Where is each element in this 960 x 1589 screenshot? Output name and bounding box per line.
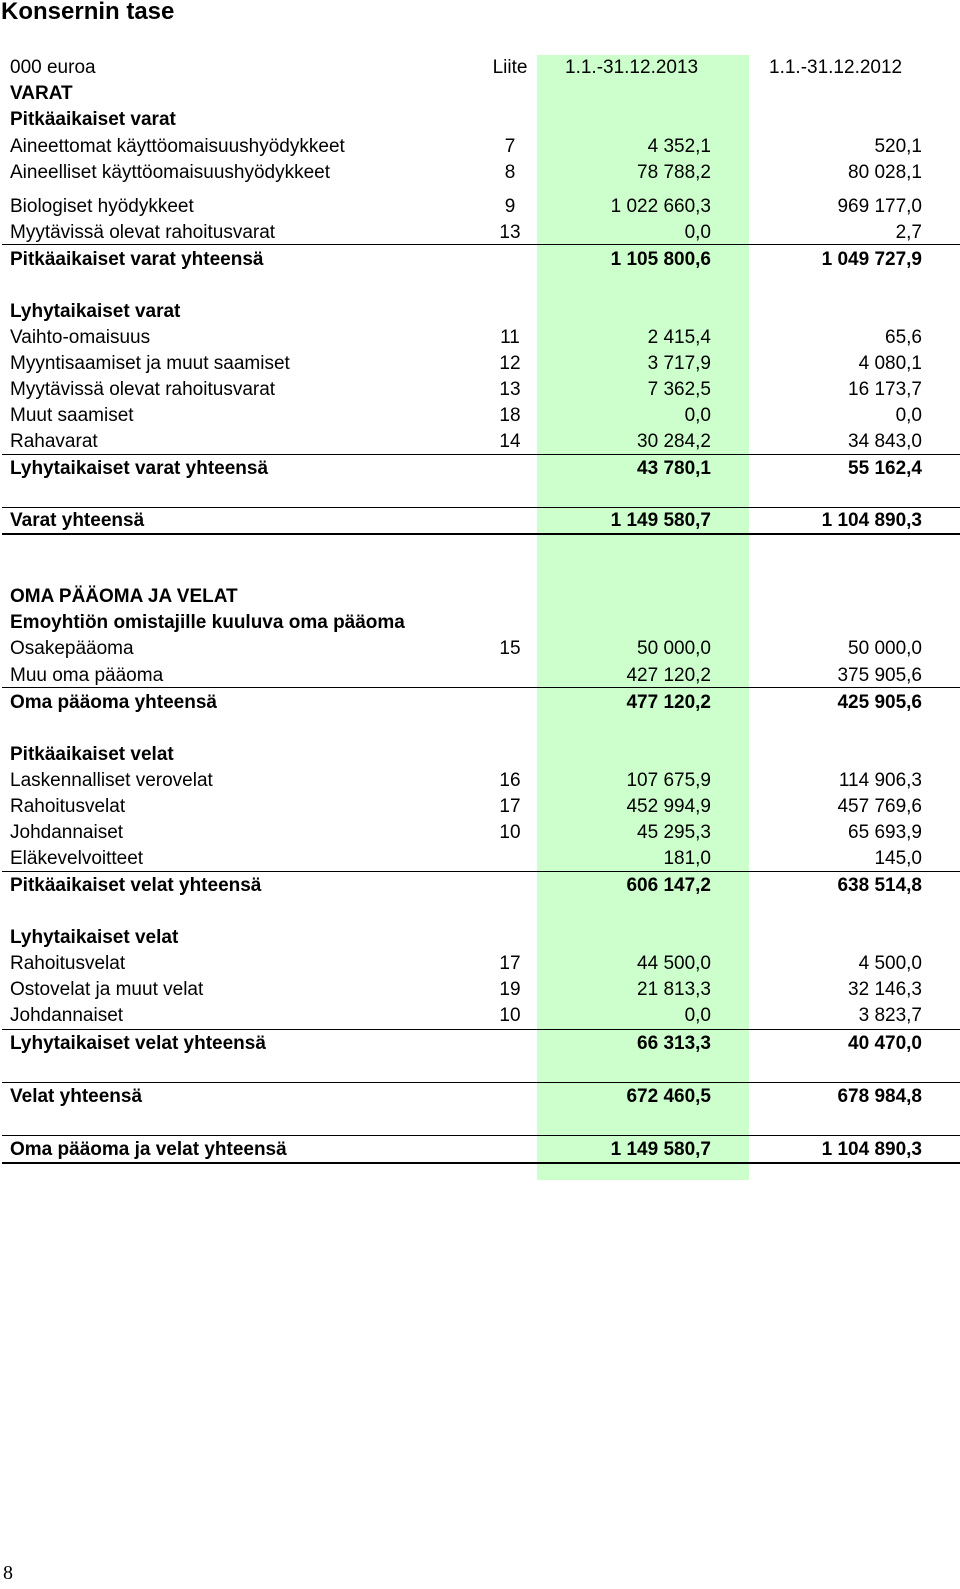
- table-row: [0, 1084, 960, 1110]
- table-row: [0, 403, 960, 429]
- period-2013-header: 1.1.-31.12.2013: [565, 57, 699, 78]
- table-row: [0, 584, 960, 610]
- row-value-2012: 457 769,6: [837, 796, 922, 817]
- row-value-2013: 181,0: [663, 848, 711, 869]
- table-row: [0, 1137, 960, 1163]
- row-value-2012: 4 500,0: [858, 953, 922, 974]
- row-label: Varat yhteensä: [10, 510, 145, 531]
- row-label: Johdannaiset: [10, 822, 124, 843]
- row-note: 8: [504, 162, 516, 183]
- row-value-2012: 65 693,9: [848, 822, 922, 843]
- row-note: 17: [499, 796, 521, 817]
- divider: [2, 1162, 960, 1164]
- page-title: Konsernin tase: [1, 0, 175, 25]
- row-label: Biologiset hyödykkeet: [10, 196, 194, 217]
- row-note: 16: [499, 770, 521, 791]
- table-row: [0, 1031, 960, 1057]
- note-column-header: Liite: [492, 57, 528, 78]
- row-label: Myyntisaamiset ja muut saamiset: [10, 353, 290, 374]
- row-label: Lyhytaikaiset varat: [10, 301, 181, 322]
- row-value-2013: 427 120,2: [626, 665, 711, 686]
- row-label: Rahoitusvelat: [10, 953, 126, 974]
- row-label: Johdannaiset: [10, 1005, 124, 1026]
- row-value-2013: 21 813,3: [637, 979, 711, 1000]
- row-note: 12: [499, 353, 521, 374]
- row-note: 9: [504, 196, 516, 217]
- table-row: [0, 925, 960, 951]
- row-label: Pitkäaikaiset velat: [10, 744, 174, 765]
- row-label: Velat yhteensä: [10, 1086, 143, 1107]
- table-row: [0, 429, 960, 455]
- row-note: 13: [499, 379, 521, 400]
- divider: [2, 454, 960, 455]
- row-label: Osakepääoma: [10, 638, 134, 659]
- divider: [2, 871, 960, 872]
- table-row: [0, 351, 960, 377]
- row-note: 19: [499, 979, 521, 1000]
- row-value-2012: 4 080,1: [858, 353, 922, 374]
- row-label: Rahoitusvelat: [10, 796, 126, 817]
- row-value-2012: 1 104 890,3: [821, 510, 922, 531]
- table-row: [0, 768, 960, 794]
- divider: [2, 507, 960, 508]
- table-row: [0, 846, 960, 872]
- row-value-2012: 114 906,3: [838, 770, 922, 791]
- divider: [2, 1082, 960, 1083]
- row-label: Lyhytaikaiset velat yhteensä: [10, 1033, 266, 1054]
- row-label: Rahavarat: [10, 431, 98, 452]
- row-value-2013: 107 675,9: [626, 770, 711, 791]
- table-row: [0, 636, 960, 662]
- row-value-2012: 40 470,0: [848, 1033, 922, 1054]
- table-row: [0, 508, 960, 534]
- row-value-2013: 50 000,0: [637, 638, 711, 659]
- row-note: 14: [499, 431, 521, 452]
- row-value-2013: 45 295,3: [637, 822, 711, 843]
- row-label: Myytävissä olevat rahoitusvarat: [10, 222, 276, 243]
- table-row: [0, 456, 960, 482]
- row-value-2012: 678 984,8: [837, 1086, 922, 1107]
- row-value-2012: 638 514,8: [837, 875, 922, 896]
- row-note: 7: [504, 136, 516, 157]
- row-note: 18: [499, 405, 521, 426]
- row-value-2012: 65,6: [885, 327, 922, 348]
- row-label: Aineelliset käyttöomaisuushyödykkeet: [10, 162, 331, 183]
- row-value-2012: 3 823,7: [858, 1005, 922, 1026]
- table-row: [0, 820, 960, 846]
- divider: [2, 533, 960, 535]
- table-row: [0, 873, 960, 899]
- table-row: [0, 1003, 960, 1029]
- row-value-2013: 78 788,2: [637, 162, 711, 183]
- table-row: [0, 220, 960, 246]
- table-row: [0, 325, 960, 351]
- row-value-2013: 1 022 660,3: [610, 196, 711, 217]
- row-label: Lyhytaikaiset varat yhteensä: [10, 458, 269, 479]
- row-value-2012: 520,1: [874, 136, 922, 157]
- row-value-2012: 375 905,6: [837, 665, 922, 686]
- period-2012-header: 1.1.-31.12.2012: [769, 57, 903, 78]
- row-note: 10: [499, 822, 521, 843]
- row-label: Aineettomat käyttöomaisuushyödykkeet: [10, 136, 345, 157]
- row-label: OMA PÄÄOMA JA VELAT: [10, 586, 238, 607]
- row-value-2013: 1 149 580,7: [610, 510, 711, 531]
- row-value-2013: 0,0: [684, 1005, 711, 1026]
- row-value-2013: 0,0: [684, 222, 711, 243]
- row-label: Muu oma pääoma: [10, 665, 164, 686]
- row-label: Pitkäaikaiset velat yhteensä: [10, 875, 262, 896]
- table-row: [0, 977, 960, 1003]
- table-row: [0, 247, 960, 273]
- row-label: Pitkäaikaiset varat: [10, 109, 176, 130]
- row-note: 10: [499, 1005, 521, 1026]
- divider: [2, 1135, 960, 1136]
- row-label: Emoyhtiön omistajille kuuluva oma pääoma: [10, 612, 405, 633]
- table-row: [0, 134, 960, 160]
- row-value-2012: 34 843,0: [848, 431, 922, 452]
- row-label: Oma pääoma yhteensä: [10, 692, 217, 713]
- row-value-2013: 44 500,0: [637, 953, 711, 974]
- row-value-2012: 2,7: [895, 222, 922, 243]
- table-row: [0, 610, 960, 636]
- row-note: 11: [500, 327, 520, 348]
- row-label: Laskennalliset verovelat: [10, 770, 213, 791]
- row-value-2012: 425 905,6: [837, 692, 922, 713]
- row-label: Myytävissä olevat rahoitusvarat: [10, 379, 276, 400]
- table-row: [0, 194, 960, 220]
- divider: [2, 1029, 960, 1030]
- row-value-2013: 606 147,2: [626, 875, 711, 896]
- row-label: Lyhytaikaiset velat: [10, 927, 179, 948]
- page-number: 8: [3, 1562, 13, 1584]
- row-label: VARAT: [10, 83, 73, 104]
- row-value-2013: 1 149 580,7: [610, 1139, 711, 1160]
- table-row: [0, 107, 960, 133]
- row-value-2013: 66 313,3: [637, 1033, 711, 1054]
- row-value-2013: 452 994,9: [626, 796, 711, 817]
- row-label: Muut saamiset: [10, 405, 134, 426]
- row-value-2013: 0,0: [684, 405, 711, 426]
- row-value-2013: 1 105 800,6: [610, 249, 711, 270]
- row-value-2013: 3 717,9: [647, 353, 711, 374]
- row-value-2013: 2 415,4: [647, 327, 711, 348]
- row-value-2012: 50 000,0: [848, 638, 922, 659]
- row-note: 15: [499, 638, 521, 659]
- row-value-2012: 1 104 890,3: [821, 1139, 922, 1160]
- row-value-2012: 969 177,0: [837, 196, 922, 217]
- row-value-2012: 80 028,1: [848, 162, 922, 183]
- row-label: Vaihto-omaisuus: [10, 327, 151, 348]
- row-value-2012: 55 162,4: [848, 458, 922, 479]
- table-row: [0, 742, 960, 768]
- row-label: Oma pääoma ja velat yhteensä: [10, 1139, 287, 1160]
- unit-label: 000 euroa: [10, 57, 96, 78]
- row-value-2013: 4 352,1: [647, 136, 711, 157]
- table-row: [0, 663, 960, 689]
- row-value-2012: 1 049 727,9: [821, 249, 922, 270]
- row-label: Ostovelat ja muut velat: [10, 979, 204, 1000]
- table-row: [0, 377, 960, 403]
- row-note: 17: [499, 953, 521, 974]
- divider: [2, 244, 960, 245]
- row-value-2013: 672 460,5: [626, 1086, 711, 1107]
- row-note: 13: [499, 222, 521, 243]
- table-row: [0, 951, 960, 977]
- row-label: Eläkevelvoitteet: [10, 848, 144, 869]
- row-label: Pitkäaikaiset varat yhteensä: [10, 249, 264, 270]
- row-value-2013: 477 120,2: [626, 692, 711, 713]
- row-value-2012: 16 173,7: [848, 379, 922, 400]
- table-row: [0, 160, 960, 186]
- table-row: [0, 299, 960, 325]
- row-value-2013: 7 362,5: [647, 379, 711, 400]
- row-value-2012: 0,0: [895, 405, 922, 426]
- table-header-row: [0, 55, 960, 81]
- row-value-2012: 32 146,3: [848, 979, 922, 1000]
- row-value-2012: 145,0: [874, 848, 922, 869]
- divider: [2, 687, 960, 688]
- row-value-2013: 43 780,1: [637, 458, 711, 479]
- row-value-2013: 30 284,2: [637, 431, 711, 452]
- table-row: [0, 690, 960, 716]
- table-row: [0, 81, 960, 107]
- table-row: [0, 794, 960, 820]
